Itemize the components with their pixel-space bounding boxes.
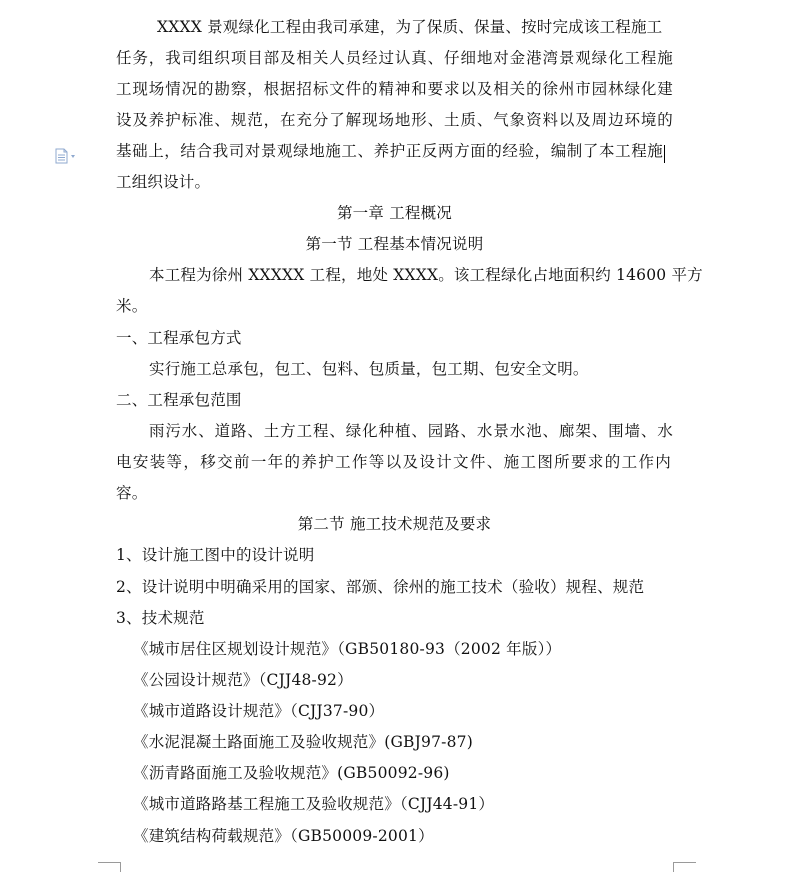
standard-item-6: 《城市道路路基工程施工及验收规范》（CJJ44-91） xyxy=(133,795,495,813)
section-1-line-1: 本工程为徐州 XXXXX 工程，地处 XXXX。该工程绿化占地面积约 14600 平方 xyxy=(149,266,703,284)
intro-line-6: 工组织设计。 xyxy=(116,173,211,191)
contract-scope-line-1: 雨污水、道路、土方工程、绿化种植、园路、水景水池、廊架、围墙、水 xyxy=(149,422,673,440)
intro-line-2: 任务，我司组织项目部及相关人员经过认真、仔细地对金港湾景观绿化工程施 xyxy=(116,49,673,67)
contract-scope-line-3: 容。 xyxy=(116,484,148,502)
intro-line-1: XXXX 景观绿化工程由我司承建，为了保质、保量、按时完成该工程施工 xyxy=(157,18,663,36)
list-item-1: 1、设计施工图中的设计说明 xyxy=(116,546,315,564)
list-item-2: 2、设计说明中明确采用的国家、部颁、徐州的施工技术（验收）规程、规范 xyxy=(116,578,645,596)
document-icon[interactable] xyxy=(54,148,80,164)
standard-item-2: 《公园设计规范》（CJJ48-92） xyxy=(133,671,353,689)
text-cursor xyxy=(664,145,665,163)
page-corner-left xyxy=(98,862,121,872)
standard-item-5: 《沥青路面施工及验收规范》(GB50092-96) xyxy=(133,764,450,782)
section-1-line-2: 米。 xyxy=(116,297,148,315)
chapter-title: 第一章 工程概况 xyxy=(336,204,453,222)
section-1-title: 第一节 工程基本情况说明 xyxy=(305,235,484,253)
standard-item-7: 《建筑结构荷载规范》（GB50009-2001） xyxy=(133,827,434,845)
contract-scope-line-2: 电安装等，移交前一年的养护工作等以及设计文件、施工图所要求的工作内 xyxy=(116,453,671,471)
page-corner-right xyxy=(673,862,696,872)
intro-line-5: 基础上，结合我司对景观绿地施工、养护正反两方面的经验，编制了本工程施 xyxy=(116,142,663,160)
intro-line-3: 工现场情况的勘察，根据招标文件的精神和要求以及相关的徐州市园林绿化建 xyxy=(116,80,673,98)
contract-mode-text: 实行施工总承包，包工、包料、包质量，包工期、包安全文明。 xyxy=(149,360,589,378)
standard-item-1: 《城市居住区规划设计规范》（GB50180-93（2002 年版）） xyxy=(133,640,562,658)
list-item-3: 3、技术规范 xyxy=(116,609,205,627)
contract-mode-heading: 一、工程承包方式 xyxy=(116,329,242,347)
standard-item-4: 《水泥混凝土路面施工及验收规范》(GBJ97-87) xyxy=(133,733,473,751)
intro-line-4: 设及养护标准、规范，在充分了解现场地形、土质、气象资料以及周边环境的 xyxy=(116,111,673,129)
section-2-title: 第二节 施工技术规范及要求 xyxy=(297,515,492,533)
contract-scope-heading: 二、工程承包范围 xyxy=(116,391,242,409)
standard-item-3: 《城市道路设计规范》（CJJ37-90） xyxy=(133,702,385,720)
